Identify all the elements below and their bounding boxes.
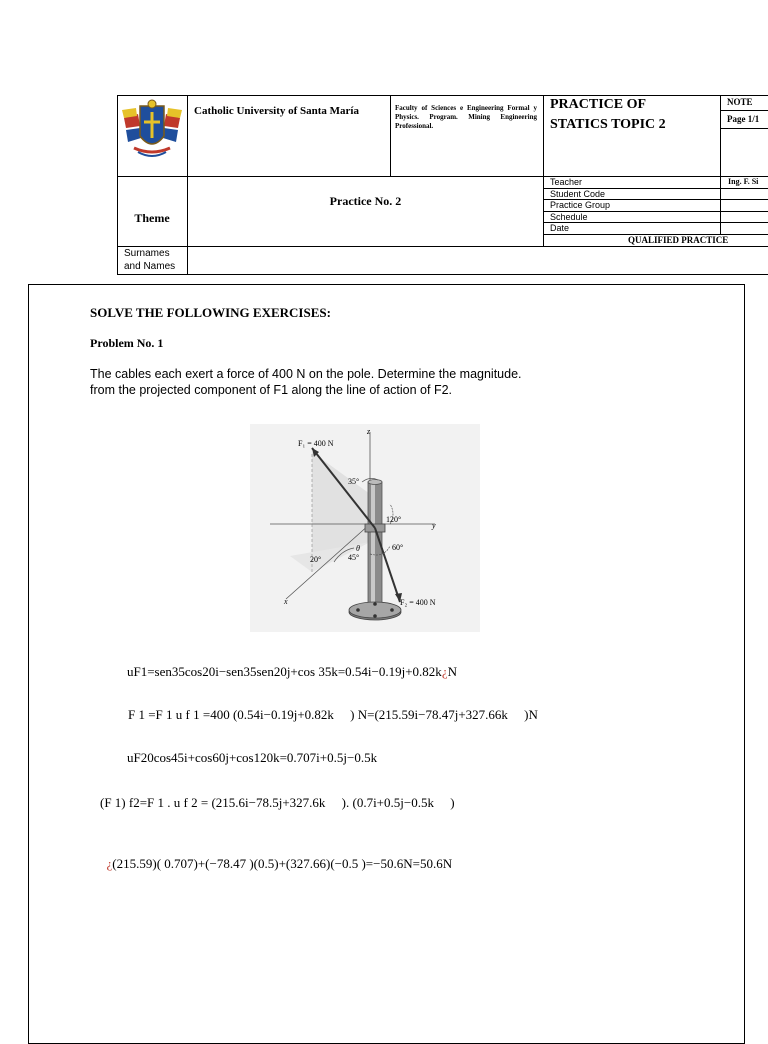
equation-uf2: uF20cos45i+cos60j+cos120k=0.707i+0.5j−0.5k [127, 750, 378, 765]
problem-title: Problem No. 1 [90, 336, 164, 350]
theta-label: θ [356, 544, 360, 553]
practice-title: PRACTICE OF STATICS TOPIC 2 [550, 97, 666, 132]
angle-45-label: 45° [348, 553, 360, 562]
equation-result-symbol: ¿ [106, 856, 113, 871]
angle-120-label: 120° [386, 515, 402, 524]
angle-35-label: 35° [348, 477, 360, 486]
surnames-label: Surnames and Names [124, 248, 176, 272]
university-crest-logo [120, 98, 184, 162]
theme-label: Theme [134, 211, 170, 225]
y-axis-label: y [432, 521, 436, 530]
practice-group-label: Practice Group [550, 200, 611, 210]
teacher-value: Ing. F. Si [728, 177, 759, 186]
page-label: Page 1/1 [727, 114, 760, 124]
crest-left-flags-icon [122, 108, 141, 142]
university-name: Catholic University of Santa María [194, 105, 359, 117]
x-axis-label: x [284, 597, 288, 606]
faculty-text: Faculty of Sciences e Engineering Formal y Physics. Program. Mining Engineering Professional. [395, 104, 537, 130]
equation-projection: (F 1) f2=F 1 . u f 2 = (215.6i−78.5j+327.6k ). (0.7i+0.5j−0.5k ) [100, 795, 455, 810]
angle-60-label: 60° [392, 543, 404, 552]
teacher-label: Teacher [550, 177, 583, 187]
angle-20-label: 20° [310, 555, 322, 564]
exercises-heading: SOLVE THE FOLLOWING EXERCISES: [90, 305, 331, 320]
schedule-label: Schedule [550, 212, 588, 222]
z-axis-label: z [367, 427, 371, 436]
practice-number: Practice No. 2 [329, 194, 402, 208]
f2-label: F₂ = 400 N [400, 598, 436, 607]
equation-result: ¿(215.59)( 0.707)+(−78.47 )(0.5)+(327.66)(−0.5 )=−50.6N=50.6N [106, 856, 453, 871]
f1-label: F₁ = 400 N [298, 439, 334, 448]
equation-uf1: uF1=sen35cos20i−sen35sen20j+cos 35k=0.54i−0.19j+0.82k¿N [127, 664, 457, 679]
equation-uf1-unit: N [447, 664, 457, 679]
pole-cable-figure [250, 424, 480, 632]
note-label: NOTE [727, 97, 753, 107]
student-code-label: Student Code [550, 189, 606, 199]
equation-f1-vector: F 1 =F 1 u f 1 =400 (0.54i−0.19j+0.82k ) N=(215.59i−78.47j+327.66k )N [128, 707, 538, 722]
equation-uf1-symbol: ¿ [441, 664, 448, 679]
qualified-practice-label: QUALIFIED PRACTICE [628, 235, 729, 245]
crest-right-flags-icon [163, 108, 182, 142]
date-label: Date [550, 223, 570, 233]
problem-statement: The cables each exert a force of 400 N on the pole. Determine the magnitude. from the projected component of F1 along the line of action of F2. [90, 367, 522, 397]
